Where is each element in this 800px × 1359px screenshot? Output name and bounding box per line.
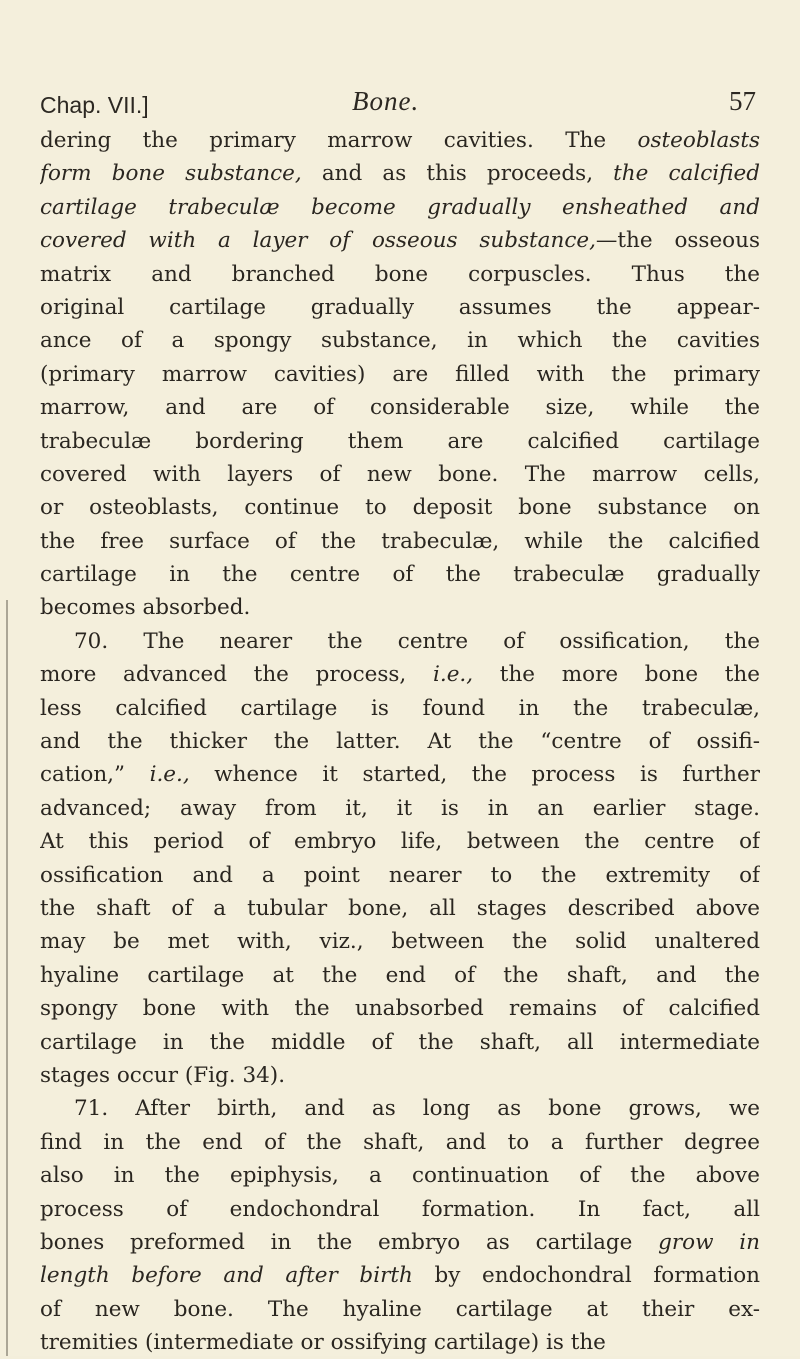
text-line	[40, 1026, 760, 1059]
body-text	[40, 124, 760, 1359]
text-run: may be met with, viz., between the solid unaltered	[40, 929, 760, 955]
text-run: the free surface of the trabeculæ, while the calcified	[40, 528, 760, 554]
text-run: covered with layers of new bone. The marrow cells,	[40, 461, 760, 487]
text-line	[40, 358, 760, 391]
text-run: At this period of embryo life, between the centre of	[40, 829, 760, 855]
text-line	[40, 124, 760, 157]
text-run: also in the epiphysis, a continuation of the above	[40, 1163, 760, 1189]
text-run: hyaline cartilage at the end of the shaft, and the	[40, 962, 760, 988]
italic-run: cartilage trabeculæ become gradually ensheathed and	[40, 194, 760, 220]
text-run: marrow, and are of considerable size, while the	[40, 395, 760, 421]
text-run: process of endochondral formation. In fact, all	[40, 1196, 760, 1222]
text-run: ance of a spongy substance, in which the cavities	[40, 328, 760, 354]
text-run: and the thicker the latter. At the “centre of ossifi-	[40, 729, 760, 755]
italic-run: grow in	[658, 1229, 760, 1255]
text-line	[40, 324, 760, 357]
italic-run: i.e.,	[432, 662, 474, 688]
text-line	[40, 558, 760, 591]
text-line	[40, 291, 760, 324]
text-line	[40, 859, 760, 892]
running-header	[40, 88, 760, 128]
text-line	[40, 892, 760, 925]
text-run: the shaft of a tubular bone, all stages described above	[40, 895, 760, 921]
text-line	[40, 725, 760, 758]
text-run: matrix and branched bone corpuscles. Thus the	[40, 261, 760, 287]
italic-run: osteoblasts	[637, 128, 760, 153]
italic-run: covered with a layer of osseous substance,	[40, 228, 596, 254]
running-title: Bone.	[352, 86, 420, 116]
text-line	[40, 792, 760, 825]
text-line	[40, 391, 760, 424]
text-line	[40, 1126, 760, 1159]
text-run: tremities (intermediate or ossifying cartilage) is the	[40, 1330, 606, 1356]
text-line	[40, 1159, 760, 1192]
text-line	[40, 258, 760, 291]
italic-run: i.e.,	[149, 762, 190, 788]
text-line	[40, 1226, 760, 1259]
text-line	[40, 1259, 760, 1292]
text-run: ossification and a point nearer to the extremity of	[40, 862, 760, 888]
text-line	[40, 758, 760, 791]
text-run: of new bone. The hyaline cartilage at their ex-	[40, 1296, 760, 1322]
text-line	[40, 1193, 760, 1226]
text-run: spongy bone with the unabsorbed remains of calcified	[40, 996, 760, 1022]
text-line	[40, 959, 760, 992]
text-run: dering the primary marrow cavities. The	[40, 128, 638, 153]
text-run: the more bone the	[473, 662, 760, 688]
text-line	[40, 1059, 760, 1092]
text-line	[40, 191, 760, 224]
text-line	[40, 925, 760, 958]
text-line	[40, 692, 760, 725]
text-line	[40, 224, 760, 257]
text-run: advanced; away from it, it is in an earlier stage.	[40, 795, 760, 821]
page-gutter-edge	[6, 600, 8, 1356]
text-line	[40, 525, 760, 558]
text-line	[40, 458, 760, 491]
text-run: whence it started, the process is further	[189, 762, 760, 788]
text-run: stages occur (Fig. 34).	[40, 1062, 286, 1088]
text-line	[40, 491, 760, 524]
text-run: 70. The nearer the centre of ossification, the	[74, 628, 760, 654]
text-run: more advanced the process,	[40, 662, 433, 688]
text-line	[40, 1092, 760, 1125]
text-run: cartilage in the centre of the trabeculæ gradually	[40, 562, 760, 588]
italic-run: form bone substance,	[40, 161, 302, 187]
text-run: bones preformed in the embryo as cartilage	[40, 1229, 659, 1255]
text-line	[40, 157, 760, 190]
text-run: (primary marrow cavities) are filled with the primary	[40, 361, 760, 387]
text-run: less calcified cartilage is found in the trabeculæ,	[40, 695, 760, 721]
italic-run: length before and after birth	[40, 1263, 413, 1289]
italic-run: the calcified	[613, 161, 760, 187]
text-run: —the osseous	[595, 228, 760, 254]
text-run: 71. After birth, and as long as bone grows, we	[74, 1096, 760, 1122]
text-line	[40, 1326, 760, 1359]
text-line	[40, 425, 760, 458]
text-line	[40, 1293, 760, 1326]
text-run: by endochondral formation	[412, 1263, 760, 1289]
text-run: original cartilage gradually assumes the appear-	[40, 294, 760, 320]
text-line	[40, 825, 760, 858]
text-run: trabeculæ bordering them are calcified cartilage	[40, 428, 760, 454]
page-number: 57	[729, 86, 756, 116]
chapter-label: Chap. VII.]	[40, 92, 149, 118]
text-run: find in the end of the shaft, and to a further degree	[40, 1129, 760, 1155]
text-run: cartilage in the middle of the shaft, all intermediate	[40, 1029, 760, 1055]
text-line	[40, 591, 760, 624]
text-line	[40, 992, 760, 1025]
text-line	[40, 658, 760, 691]
text-run: cation,”	[40, 762, 150, 788]
text-run: becomes absorbed.	[40, 595, 251, 621]
text-line	[40, 625, 760, 658]
text-run: and as this proceeds,	[301, 161, 614, 187]
text-run: or osteoblasts, continue to deposit bone substance on	[40, 495, 760, 521]
